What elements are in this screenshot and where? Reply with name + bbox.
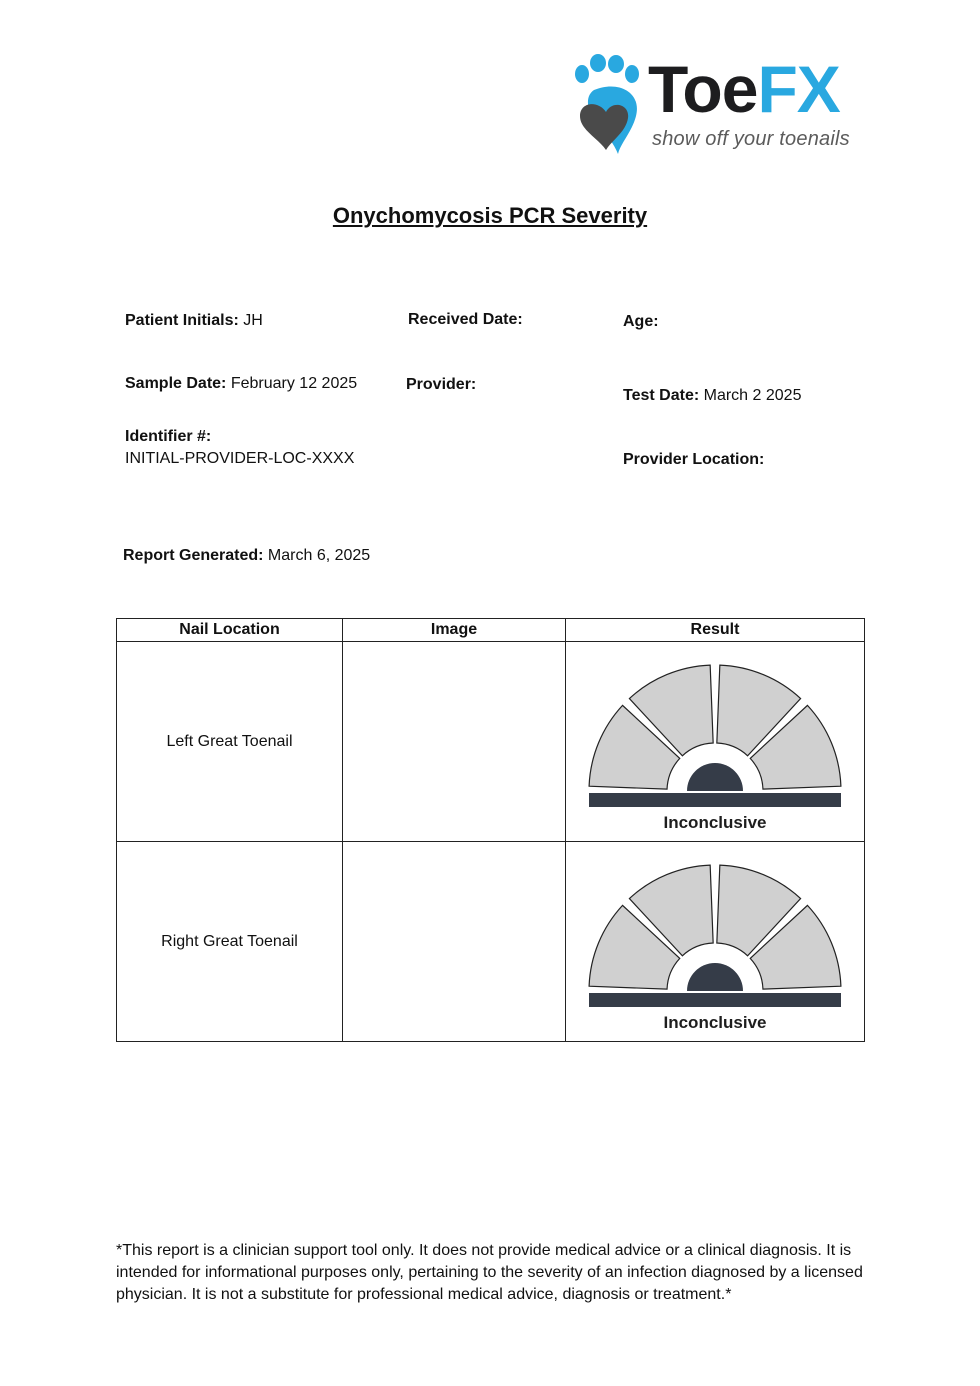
identifier-label: Identifier #:	[125, 428, 212, 445]
test-date-value: March 2 2025	[703, 387, 802, 404]
severity-gauge-icon	[587, 857, 843, 1007]
report-generated-value: March 6, 2025	[267, 547, 371, 564]
severity-gauge-icon	[587, 657, 843, 807]
toefx-logo	[572, 54, 872, 158]
brand-name-toe: Toe	[648, 52, 758, 126]
result-cell	[566, 642, 865, 842]
result-label: Inconclusive	[663, 812, 767, 832]
result-label: Inconclusive	[663, 1012, 767, 1032]
results-table	[116, 618, 865, 1042]
brand-name-fx: FX	[757, 52, 840, 126]
test-date-field	[623, 386, 801, 406]
table-header-row	[117, 619, 865, 642]
header-nail-location: Nail Location	[117, 619, 343, 642]
report-generated-label: Report Generated:	[123, 547, 264, 564]
image-cell	[343, 642, 566, 842]
identifier-value: INITIAL-PROVIDER-LOC-XXXX	[125, 450, 355, 467]
received-date-field	[408, 310, 523, 330]
paw-heart-icon	[572, 54, 648, 158]
identifier-field	[125, 427, 354, 469]
page-title: Onychomycosis PCR Severity	[332, 203, 648, 228]
brand-tagline: show off your toenails	[652, 128, 850, 150]
received-date-label: Received Date:	[408, 311, 523, 328]
result-cell	[566, 842, 865, 1042]
gauge-hub	[687, 963, 743, 991]
image-cell	[343, 842, 566, 1042]
table-row	[117, 642, 865, 842]
patient-initials-label: Patient Initials:	[125, 312, 239, 329]
age-label: Age:	[623, 313, 659, 330]
provider-location-label: Provider Location:	[623, 451, 765, 468]
nail-location-cell: Left Great Toenail	[117, 642, 343, 842]
nail-location-cell: Right Great Toenail	[117, 842, 343, 1042]
sample-date-label: Sample Date:	[125, 375, 227, 392]
disclaimer: *This report is a clinician support tool only. It does not provide medical advice or a clinical diagnosis. It is intended for informational purposes only, pertaining to the severity of an infection diagnosed by a licensed physician. It is not a substitute for professional medical advice, diagnosis or treatment.*	[116, 1242, 863, 1303]
table-row	[117, 842, 865, 1042]
gauge-hub	[687, 763, 743, 791]
provider-location-field	[623, 450, 764, 470]
patient-initials-value: JH	[243, 312, 263, 329]
age-field	[623, 312, 659, 332]
header-result: Result	[566, 619, 865, 642]
sample-date-field	[125, 374, 357, 394]
report-generated-field	[123, 546, 370, 566]
brand-name	[648, 52, 840, 126]
gauge-base-bar	[589, 793, 841, 807]
test-date-label: Test Date:	[623, 387, 700, 404]
sample-date-value: February 12 2025	[230, 375, 358, 392]
patient-initials-field	[125, 311, 263, 331]
provider-field	[406, 375, 476, 395]
header-image: Image	[343, 619, 566, 642]
provider-label: Provider:	[406, 376, 477, 393]
gauge-base-bar	[589, 993, 841, 1007]
